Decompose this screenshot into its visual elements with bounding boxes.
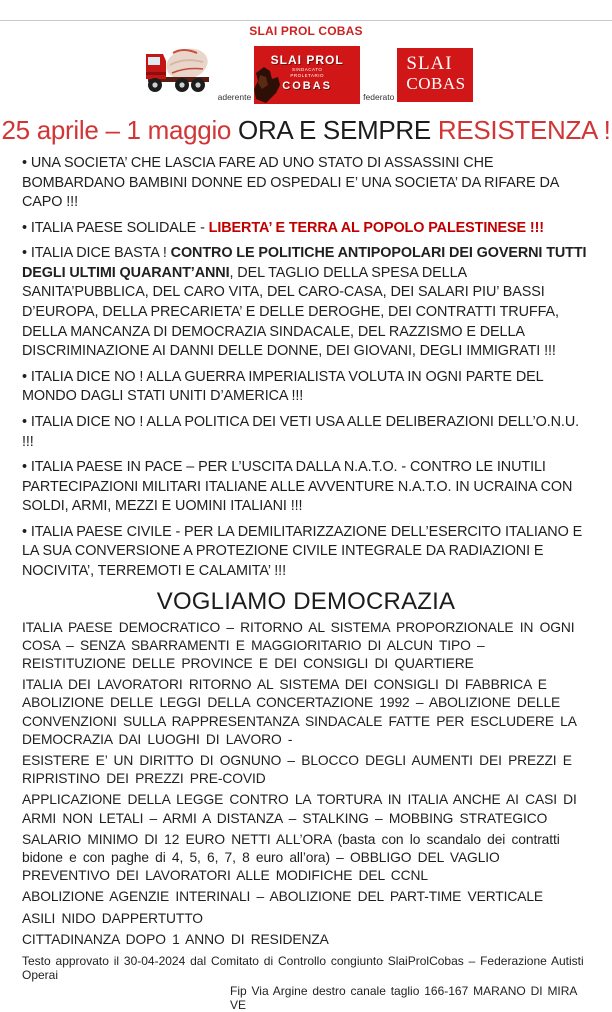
logo-mid-cobas: COBAS [282, 80, 333, 92]
title-resistenza: RESISTENZA ! [437, 115, 611, 145]
demand-paragraph-3: ESISTERE E’ UN DIRITTO DI OGNUNO – BLOCCO DEGLI AUMENTI DEI PREZZI E RIPRISTINO DEI PREZZI PRE-COVID [22, 752, 572, 787]
fist-icon [250, 65, 284, 110]
antipopolari-emphasis: CONTRO LE POLITICHE ANTIPOPOLARI DEI GOVERNI TUTTI DEGLI ULTIMI QUARANT’ANNI [22, 245, 587, 281]
demand-paragraph-4: APPLICAZIONE DELLA LEGGE CONTRO LA TORTURA IN ITALIA ANCHE AI CASI DI ARMI NON LETALI – ARMI A DISTANZA – STALKING – MOBBING STRATEGICO [22, 792, 577, 826]
slai-cobas-logo [397, 48, 473, 102]
footer [0, 952, 612, 1012]
logo-mid-subtitle-2: PROLETARIO [290, 72, 325, 78]
logo-mid-subtitle-1: SINDACATO [292, 67, 323, 72]
footer-address-line: Fip Via Argine destro canale taglio 166-167 MARANO DI MIRA VE [230, 984, 577, 1012]
page-title [0, 115, 612, 146]
section-heading-vogliamo-democrazia: VOGLIAMO DEMOCRAZIA [156, 587, 456, 615]
bullet-paragraph-7: • ITALIA PAESE CIVILE - PER LA DEMILITARIZZAZIONE DELL’ESERCITO ITALIANO E LA SUA CONVERSIONE A PROTEZIONE CIVILE INTEGRALE DA RADIAZIONI E NOCIVITA’, TERREMOTI E CALAMITA’ !!! [22, 523, 583, 579]
logo-right-line1: SLAI [406, 53, 453, 74]
slai-prol-cobas-logo [254, 46, 360, 104]
bullet-list [0, 146, 612, 582]
demand-paragraph-7: ASILI NIDO DAPPERTUTTO [22, 910, 203, 926]
demands-list [0, 616, 612, 949]
bullet-paragraph-5: • ITALIA DICE NO ! ALLA POLITICA DEI VETI USA ALLE DELIBERAZIONI DELL’O.N.U. !!! [22, 413, 580, 450]
truck-logo-icon [139, 39, 215, 104]
bullet-paragraph-3: • ITALIA DICE BASTA ! CONTRO LE POLITICHE ANTIPOPOLARI DEI GOVERNI TUTTI DEGLI ULTIMI QUARANT’ANNI, DEL TAGLIO DELLA SPESA DELLA SANITA’PUBBLICA, DEL CARO VITA, DEL CARO-CASA, DEI SALARI PIU’ BASSI D’EUROPA, DELLA PRECARIETA’ E DELLE DEROGHE, DEI CONTRATTI TRUFFA, DELLA MANCANZA DI DEMOCRAZIA SINDACALE, DEL RAZZISMO E DELLA DISCRIMINAZIONE AI DANNI DELLE DONNE, DEI GIOVANI, DEGLI IMMIGRATI !!! [22, 245, 587, 360]
demand-paragraph-1: ITALIA PAESE DEMOCRATICO – RITORNO AL SISTEMA PROPORZIONALE IN OGNI COSA – SENZA SBARRAMENTI E MAGGIORITARIO DI ALCUN TIPO – REISTITUZIONE DELLE PROVINCE E DEI CONSIGLI DI QUARTIERE [22, 619, 575, 671]
title-dates: 25 aprile – 1 maggio [1, 115, 239, 145]
logo-right-line2: COBAS [406, 74, 466, 93]
footer-approval-line: Testo approvato il 30-04-2024 dal Comitato di Controllo congiunto SlaiProlCobas – Federazione Autisti Operai [22, 954, 584, 983]
flyer-page [0, 20, 612, 1012]
aderente-label: aderente [217, 92, 252, 102]
demand-paragraph-2: ITALIA DEI LAVORATORI RITORNO AL SISTEMA DEI CONSIGLI DI FABBRICA E ABOLIZIONE DELLE LEGGI DELLA CONCERTAZIONE 1992 – ABOLIZIONE DELLE CONVENZIONI SULLA RAPPRESENTANZA SINDACALE FATTE PER ESCLUDERE LA DEMOCRAZIA DAI LUOGHI DI LAVORO - [22, 677, 577, 747]
palestine-emphasis: LIBERTA’ E TERRA AL POPOLO PALESTINESE !!! [208, 219, 544, 236]
bullet-paragraph-2: • ITALIA PAESE SOLIDALE - LIBERTA’ E TERRA AL POPOLO PALESTINESE !!! [22, 219, 544, 236]
federato-label: federato [363, 92, 395, 102]
demand-paragraph-8: CITTADINANZA DOPO 1 ANNO DI RESIDENZA [22, 931, 329, 947]
logo-row [0, 40, 612, 104]
top-divider [0, 20, 612, 21]
bullet-paragraph-6: • ITALIA PAESE IN PACE – PER L’USCITA DALLA N.A.T.O. - CONTRO LE INUTILI PARTECIPAZIONI MILITARI ITALIANE ALLE AVVENTURE N.A.T.O. IN UCRAINA CON SOLDI, ARMI, MEZZI E UOMINI ITALIANI !!! [22, 459, 573, 515]
title-middle: ORA E SEMPRE [238, 115, 438, 145]
bullet-paragraph-1: • UNA SOCIETA’ CHE LASCIA FARE AD UNO STATO DI ASSASSINI CHE BOMBARDANO BAMBINI DONNE ED OSPEDALI E’ UNA SOCIETA’ DA RIFARE DA CAPO !!! [22, 155, 559, 211]
logo-mid-title: SLAI PROL [270, 53, 344, 67]
bullet-paragraph-4: • ITALIA DICE NO ! ALLA GUERRA IMPERIALISTA VOLUTA IN OGNI PARTE DEL MONDO DAGLI STATI UNITI D’AMERICA !!! [22, 368, 543, 405]
demand-paragraph-5: SALARIO MINIMO DI 12 EURO NETTI ALL’ORA (basta con lo scandalo dei contratti bidone e con paghe di 4, 5, 6, 7, 8 euro all’ora) – OBBLIGO DEL VAGLIO PREVENTIVO DEI LAVORATORI ALLE MODIFICHE DEL CCNL [22, 831, 560, 884]
demand-paragraph-6: ABOLIZIONE AGENZIE INTERINALI – ABOLIZIONE DEL PART-TIME VERTICALE [22, 889, 544, 905]
org-name-header: SLAI PROL COBAS [249, 24, 363, 38]
